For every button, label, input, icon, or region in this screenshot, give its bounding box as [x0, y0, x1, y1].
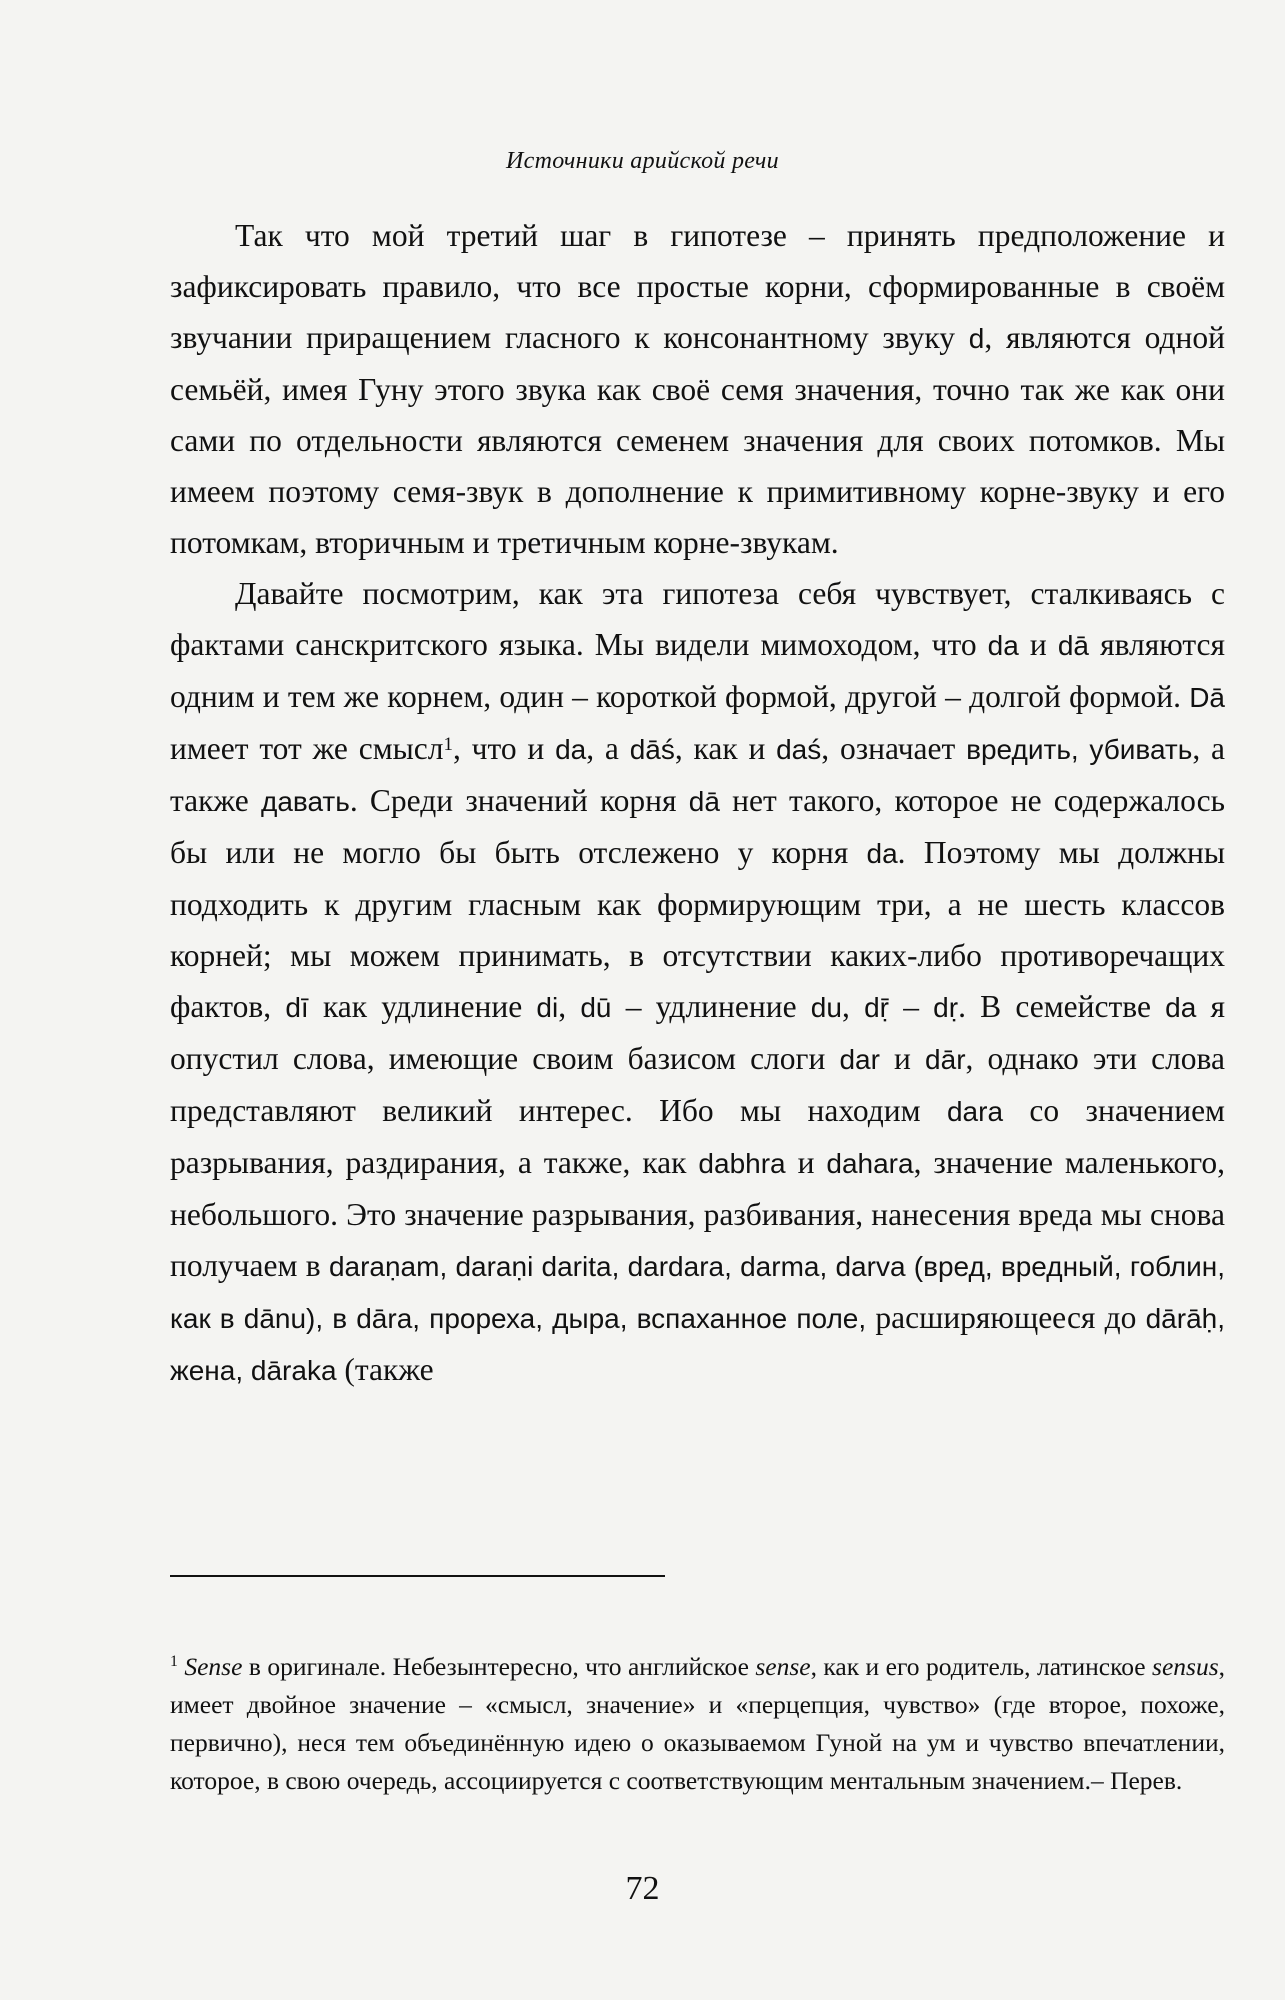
- gloss-term: вредить, убивать: [966, 734, 1193, 765]
- sanskrit-term: da: [866, 838, 898, 869]
- sanskrit-term: dū: [580, 992, 612, 1023]
- footnote-marker: 1: [170, 1653, 178, 1671]
- sanskrit-term: dārāḥ, жена, dāraka: [170, 1303, 1225, 1386]
- sanskrit-term: dā: [688, 786, 720, 817]
- sanskrit-term-list: daraṇam, daraṇi darita, dardara, darma, darva (вред, вредный, гоблин, как в dānu), в dāra, прореха, дыра, вспаханное поле,: [170, 1251, 1225, 1334]
- sanskrit-term: da: [555, 734, 587, 765]
- sanskrit-term: dī: [285, 992, 309, 1023]
- sanskrit-term: dṝ: [864, 992, 889, 1023]
- sanskrit-term: dar: [839, 1044, 880, 1075]
- sanskrit-term: dabhra: [698, 1148, 786, 1179]
- footnote-reference[interactable]: 1: [443, 733, 453, 755]
- running-header: Источники арийской речи: [506, 148, 779, 174]
- paragraph-1: Так что мой третий шаг в гипотезе – принять предположение и зафиксировать правило, что все простые корни, сформированные в своём звучании приращением гласного к консонантному звуку d, являются одной семьёй, имея Гуну этого звука как своё семя значения, точно так же как они сами по отдельности являются семенем значения для своих потомков. Мы имеем поэтому семя-звук в дополнение к примитивному корне-звуку и его потомкам, вторичным и третичным корне-звукам.: [170, 218, 1225, 560]
- gloss-term: давать: [260, 786, 350, 817]
- sanskrit-term: dṛ: [933, 992, 959, 1023]
- sanskrit-term: da: [987, 630, 1019, 661]
- sanskrit-term: du: [810, 992, 842, 1023]
- sanskrit-term: dahara: [826, 1148, 914, 1179]
- paragraph-2: Давайте посмотрим, как эта гипотеза себя чувствует, сталкиваясь с фактами санскритского языка. Мы видели мимоходом, что da и dā являются одним и тем же корнем, один – короткой формой, другой – долгой формой. Dā имеет тот же смысл$^1$, что и da, а dāś, как и daś, означает вредить, убивать, а также давать. Среди значений корня dā нет такого, которое не содержалось бы или не могло бы быть отслежено у корня da. Поэтому мы должны подходить к другим гласным как формирующим три, а не шесть классов корней; мы можем принимать, в отсутствии каких-либо противоречащих фактов, dī как удлинение di, dū – удлинение du, dṝ – dṛ. В семействе da я опустил слова, имеющие своим базисом слоги dar и dār, однако эти слова представляют великий интерес. Ибо мы находим dara со значением разрывания, раздирания, а также, как dabhra и dahara, значение маленького, небольшого. Это значение разрывания, разбивания, нанесения вреда мы снова получаем в daraṇam, daraṇi darita, dardara, darma, darva (вред, вредный, гоблин, как в dānu), в dāra, прореха, дыра, вспаханное поле, расширяющееся до dārāḥ, жена, dāraka (также: [170, 576, 1226, 1387]
- page-number: 72: [625, 1870, 660, 1907]
- footnote-text: $^1$ Sense в оригинале. Небезынтересно, что английское sense, как и его родитель, латинское sensus, имеет двойное значение – «смысл, значение» и «перцепция, чувство» (где второе, похоже, первично), неся тем объединённую идею о оказываемом Гуной на ум и чувство впечатлении, которое, в свою очередь, ассоциируется с соответствующим ментальным значением.– Перев.: [170, 1652, 1225, 1795]
- sanskrit-term: dār: [925, 1044, 966, 1075]
- sanskrit-term: dāś: [629, 734, 675, 765]
- footnote: [170, 1648, 1225, 1800]
- sanskrit-term: d: [968, 323, 985, 354]
- sanskrit-term: daś: [776, 734, 822, 765]
- sanskrit-term: dā: [1057, 630, 1089, 661]
- sanskrit-term: di: [536, 992, 559, 1023]
- footnote-separator: [170, 1575, 665, 1577]
- sanskrit-term: da: [1165, 992, 1197, 1023]
- sanskrit-term: dara: [946, 1096, 1004, 1127]
- main-text: [170, 210, 1225, 1396]
- sanskrit-term: Dā: [1189, 682, 1225, 713]
